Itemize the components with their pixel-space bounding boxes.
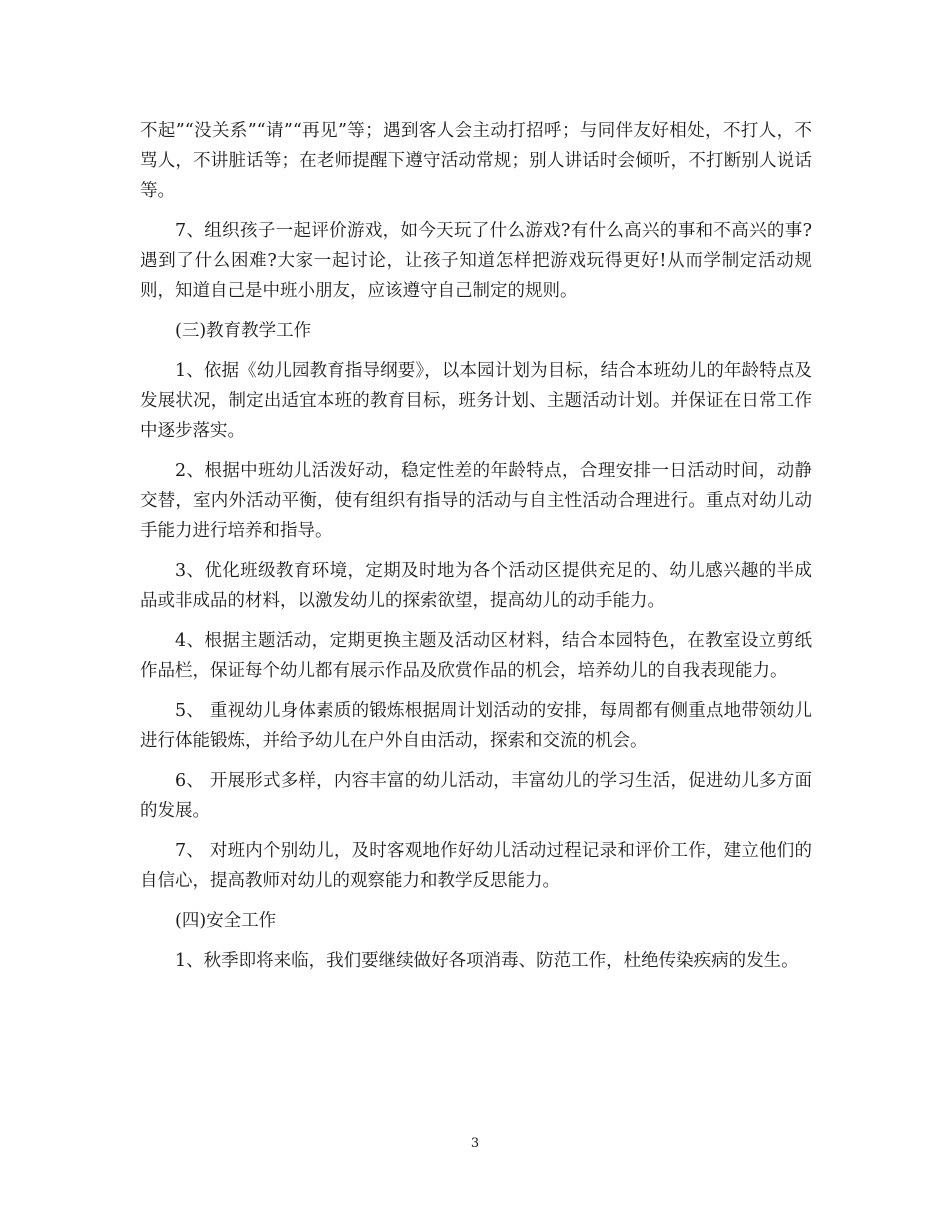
paragraph-teaching-item-3: 3、优化班级教育环境，定期及时地为各个活动区提供充足的、幼儿感兴趣的半成品或非成品的材料，以激发幼儿的探索欲望，提高幼儿的动手能力。 xyxy=(140,561,812,611)
paragraph-teaching-item-4: 4、根据主题活动，定期更换主题及活动区材料，结合本园特色，在教室设立剪纸作品栏，保证每个幼儿都有展示作品及欣赏作品的机会，培养幼儿的自我表现能力。 xyxy=(140,631,812,681)
paragraph-teaching-item-1: 1、依据《幼儿园教育指导纲要》，以本园计划为目标，结合本班幼儿的年龄特点及发展状况，制定出适宜本班的教育目标，班务计划、主题活动计划。并保证在日常工作中逐步落实。 xyxy=(140,361,812,441)
document-body xyxy=(140,116,812,986)
paragraph-item-7-evaluate-games: 7、组织孩子一起评价游戏，如今天玩了什么游戏?有什么高兴的事和不高兴的事?遇到了什么困难?大家一起讨论，让孩子知道怎样把游戏玩得更好!从而学制定活动规则，知道自己是中班小朋友，应该遵守自己制定的规则。 xyxy=(140,221,812,301)
section-heading-teaching-work: (三)教育教学工作 xyxy=(175,321,312,341)
paragraph-teaching-item-5: 5、 重视幼儿身体素质的锻炼根据周计划活动的安排，每周都有侧重点地带领幼儿进行体能锻炼，并给予幼儿在户外自由活动，探索和交流的机会。 xyxy=(140,701,812,751)
paragraph-continuation: 不起”“没关系”“请”“再见”等；遇到客人会主动打招呼；与同伴友好相处，不打人，不骂人，不讲脏话等；在老师提醒下遵守活动常规；别人讲话时会倾听，不打断别人说话等。 xyxy=(140,121,812,201)
paragraph-teaching-item-7: 7、 对班内个别幼儿，及时客观地作好幼儿活动过程记录和评价工作，建立他们的自信心，提高教师对幼儿的观察能力和教学反思能力。 xyxy=(140,841,812,891)
page-number: 3 xyxy=(470,1136,480,1151)
paragraph-teaching-item-2: 2、根据中班幼儿活泼好动，稳定性差的年龄特点，合理安排一日活动时间，动静交替，室内外活动平衡，使有组织有指导的活动与自主性活动合理进行。重点对幼儿动手能力进行培养和指导。 xyxy=(140,461,812,541)
paragraph-teaching-item-6: 6、 开展形式多样，内容丰富的幼儿活动，丰富幼儿的学习生活，促进幼儿多方面的发展。 xyxy=(140,771,812,821)
paragraph-safety-item-1: 1、秋季即将来临，我们要继续做好各项消毒、防范工作，杜绝传染疾病的发生。 xyxy=(175,951,799,971)
section-heading-safety-work: (四)安全工作 xyxy=(175,911,277,931)
